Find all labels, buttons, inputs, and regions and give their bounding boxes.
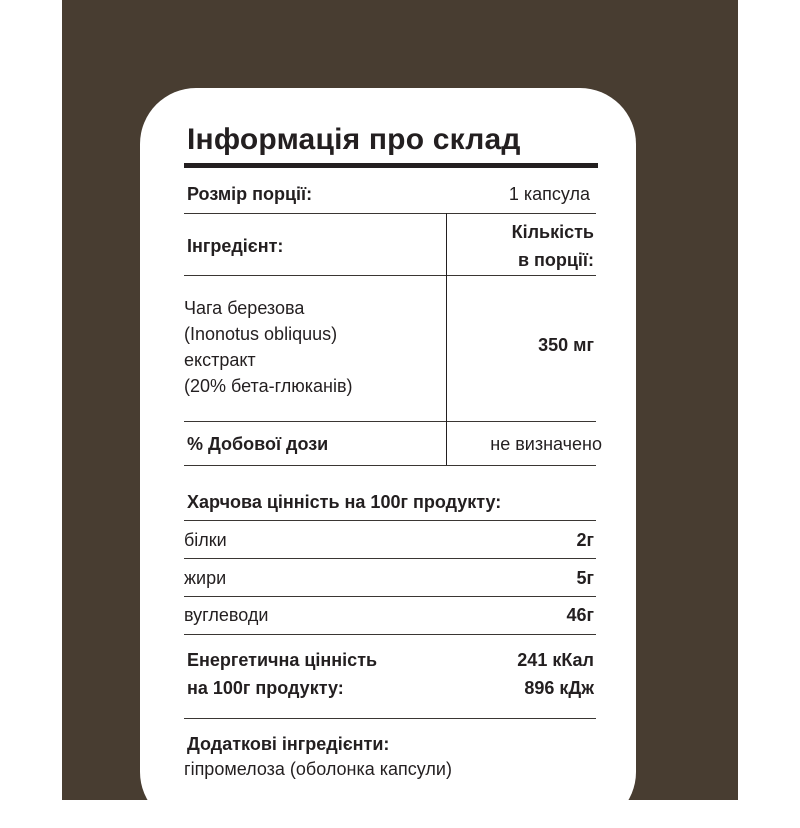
nutrition-header: Харчова цінність на 100г продукту: [187, 492, 502, 512]
divider [184, 213, 596, 214]
nutrition-value-fats: 5г [576, 568, 594, 588]
table-column-divider [446, 213, 447, 466]
serving-size-label: Розмір порції: [187, 184, 313, 204]
divider [184, 634, 596, 635]
energy-label-line2: на 100г продукту: [187, 678, 344, 698]
ingredient-header: Інгредієнт: [187, 236, 284, 256]
ingredient-name-line: (Inonotus obliquus) [184, 324, 338, 344]
nutrition-label-proteins: білки [184, 530, 227, 550]
divider [184, 558, 596, 559]
divider [184, 596, 596, 597]
additional-ingredients-value: гіпромелоза (оболонка капсули) [184, 759, 452, 779]
serving-size-value: 1 капсула [508, 184, 590, 204]
energy-label-line1: Енергетична цінність [187, 650, 378, 670]
energy-value-kj: 896 кДж [524, 678, 594, 698]
divider [184, 421, 596, 422]
divider [184, 275, 596, 276]
nutrition-value-carbs: 46г [566, 605, 594, 625]
daily-value-value: не визначено [490, 434, 602, 454]
additional-ingredients-label: Додаткові інгредієнти: [187, 734, 390, 754]
divider [184, 520, 596, 521]
amount-header-line1: Кількість [511, 222, 594, 242]
nutrition-label-fats: жири [184, 568, 227, 588]
divider [184, 718, 596, 719]
nutrition-label-carbs: вуглеводи [184, 605, 269, 625]
ingredient-name-line: екстракт [184, 350, 256, 370]
ingredient-amount: 350 мг [538, 335, 594, 355]
title-rule [184, 163, 598, 168]
daily-value-label: % Добової дози [187, 434, 329, 454]
energy-value-kcal: 241 кКал [517, 650, 594, 670]
amount-header-line2: в порції: [517, 250, 594, 270]
page-title: Інформація про склад [187, 123, 521, 156]
ingredient-name-line: Чага березова [184, 298, 305, 318]
divider [184, 465, 596, 466]
nutrition-value-proteins: 2г [576, 530, 594, 550]
ingredient-name-line: (20% бета-глюканів) [184, 376, 353, 396]
